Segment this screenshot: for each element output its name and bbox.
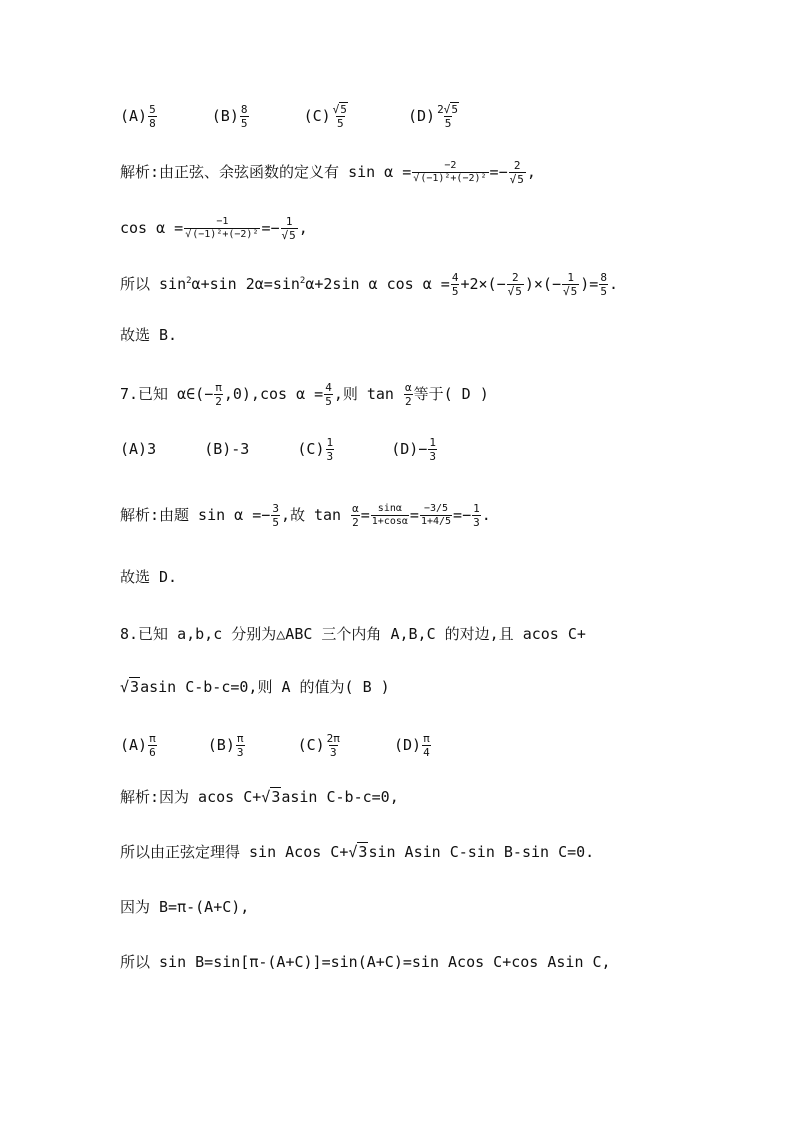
q6-options bbox=[120, 104, 754, 129]
q7-option-b: (B)-3 bbox=[204, 440, 250, 459]
q7-solution: 解析:由题 sin α =− $\frac{3}{5}$ ,故 tan $\frac{\alpha}{2}$ = $\frac{\sin\alpha}{1+\cos\alpha}$ = $\frac{-3/5}{1+4/5}$ =− $\frac{1}{3}$ . bbox=[120, 502, 491, 529]
q7-option-c: (C) $\frac{1}{3}$ bbox=[297, 436, 334, 463]
q6-option-a: (A) $\frac{5}{8}$ bbox=[120, 103, 156, 130]
q7-options bbox=[120, 437, 754, 462]
q6-option-b: (B) $\frac{8}{5}$ bbox=[211, 103, 248, 130]
q8-solution-line3: 因为 B=π-(A+C), bbox=[120, 898, 250, 916]
q6-option-c: (C) $\frac{√5}{5}$ bbox=[303, 103, 347, 130]
q8-stem-line2: √3asin C-b-c=0,则 A 的值为( B ) bbox=[120, 678, 390, 696]
q6-solution-line1: 解析:由正弦、余弦函数的定义有 sin α = $\frac{-2}{\text{√(−1)²+(−2)²}}$ =− $\frac{2}{√5}$ , bbox=[120, 159, 536, 186]
q8-stem-line1: 8.已知 a,b,c 分别为△ABC 三个内角 A,B,C 的对边,且 acos C+ bbox=[120, 625, 586, 643]
q7-stem: 7.已知 α∈(− $\frac{\pi}{2}$ ,0),cos α = $\frac{4}{5}$ ,则 tan $\frac{\alpha}{2}$ 等于( D ) bbox=[120, 381, 489, 408]
q8-solution-line1: 解析:因为 acos C+√3asin C-b-c=0, bbox=[120, 788, 399, 806]
q7-option-a: (A)3 bbox=[120, 440, 157, 459]
q7-option-d: (D)− $\frac{1}{3}$ bbox=[391, 436, 436, 463]
q8-option-c: (C) $\frac{2\pi}{3}$ bbox=[297, 732, 340, 759]
q8-option-a: (A) $\frac{\pi}{6}$ bbox=[120, 732, 156, 759]
q6-option-d: (D) $\frac{2√5}{5}$ bbox=[407, 103, 458, 130]
q8-option-b: (B) $\frac{\pi}{3}$ bbox=[207, 732, 244, 759]
q7-conclusion: 故选 D. bbox=[120, 568, 178, 586]
q6-conclusion: 故选 B. bbox=[120, 326, 178, 344]
q8-solution-line4: 所以 sin B=sin[π-(A+C)]=sin(A+C)=sin Acos C+cos Asin C, bbox=[120, 953, 611, 971]
q8-options bbox=[120, 733, 754, 758]
q6-solution-line3: 所以 $\sin^2\alpha+\sin$ $2\alpha=\sin^2\alpha+2\sin$ α cos α = $\frac{4}{5}$ +2×(− $\frac{2}{√5}$ )×(− $\frac{1}{√5}$ )= $\frac{8}{5}$ . bbox=[120, 271, 618, 298]
q8-solution-line2: 所以由正弦定理得 sin Acos C+√3sin Asin C-sin B-sin C=0. bbox=[120, 843, 595, 861]
q8-option-d: (D) $\frac{\pi}{4}$ bbox=[393, 732, 430, 759]
q6-solution-line2: cos α = $\frac{-1}{\text{√(−1)²+(−2)²}}$ =− $\frac{1}{√5}$ , bbox=[120, 215, 308, 242]
